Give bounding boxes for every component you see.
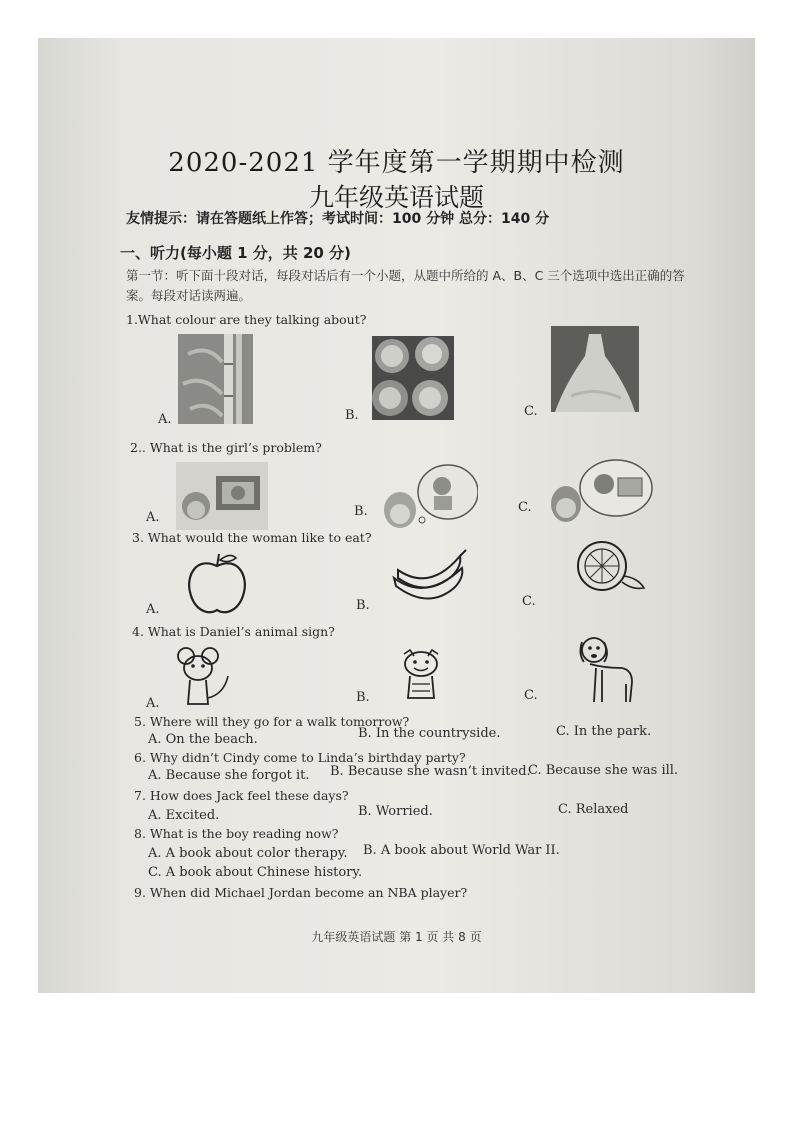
section-instructions: 第一节：听下面十段对话，每段对话后有一个小题，从题中所给的 A、B、C 三个选项中选出正确的答案。每段对话读两遍。 [126,268,685,303]
question-9: 9. When did Michael Jordan become an NBA player? [134,885,468,900]
q7-option-c: C. Relaxed [558,802,629,817]
dog-drawing [574,634,636,706]
q8-option-b: B. A book about World War II. [363,843,560,858]
orange-slice-drawing [574,540,646,594]
question-7: 7. How does Jack feel these days? [134,788,349,803]
exam-tips: 友情提示：请在答题纸上作答；考试时间：100 分钟 总分：140 分 [126,211,550,227]
q5-option-a: A. On the beach. [148,732,258,747]
q8-option-a: A. A book about color therapy. [148,846,348,861]
q1-option-c-label: C. [524,404,538,419]
oranges-photo [372,336,454,420]
q1-option-b-label: B. [345,408,359,423]
q2-option-a-label: A. [146,510,160,525]
q8-option-c: C. A book about Chinese history. [148,865,363,880]
tiger-drawing [396,648,446,704]
q5-option-b: B. In the countryside. [358,726,501,741]
question-1: 1.What colour are they talking about? [126,312,367,327]
apple-drawing [186,552,248,616]
q3-option-b-label: B. [356,598,370,613]
girl-tired-illustration [176,462,268,530]
bamboo-photo [178,334,253,424]
q4-option-c-label: C. [524,688,538,703]
q1-option-a-label: A. [158,412,172,427]
q6-option-a: A. Because she forgot it. [148,768,310,783]
girl-thinking-illustration [378,462,478,530]
question-8: 8. What is the boy reading now? [134,826,339,841]
bananas-drawing [390,548,468,608]
q3-option-a-label: A. [146,602,160,617]
q2-option-b-label: B. [354,504,368,519]
exam-title: 2020-2021 学年度第一学期期中检测 [168,148,625,178]
exam-subtitle: 九年级英语试题 [308,183,484,212]
exam-page [38,38,755,993]
q7-option-a: A. Excited. [148,808,220,823]
page-footer: 九年级英语试题 第 1 页 共 8 页 [311,930,482,944]
q6-option-b: B. Because she wasn’t invited. [330,764,531,779]
question-2: 2.. What is the girl’s problem? [130,440,322,455]
question-4: 4. What is Daniel’s animal sign? [132,624,335,639]
q5-option-c: C. In the park. [556,724,652,739]
wedding-dress-photo [551,326,639,412]
question-6: 6. Why didn’t Cindy come to Linda’s birthday party? [134,750,466,765]
section-title: 一、听力(每小题 1 分，共 20 分) [120,244,351,262]
q4-option-a-label: A. [146,696,160,711]
q6-option-c: C. Because she was ill. [528,763,679,778]
q2-option-c-label: C. [518,500,532,515]
q4-option-b-label: B. [356,690,370,705]
q7-option-b: B. Worried. [358,804,433,819]
q3-option-c-label: C. [522,594,536,609]
question-3: 3. What would the woman like to eat? [132,530,372,545]
girl-computer-illustration [548,458,654,526]
mouse-drawing [174,646,232,710]
question-5: 5. Where will they go for a walk tomorrow? [134,714,410,729]
